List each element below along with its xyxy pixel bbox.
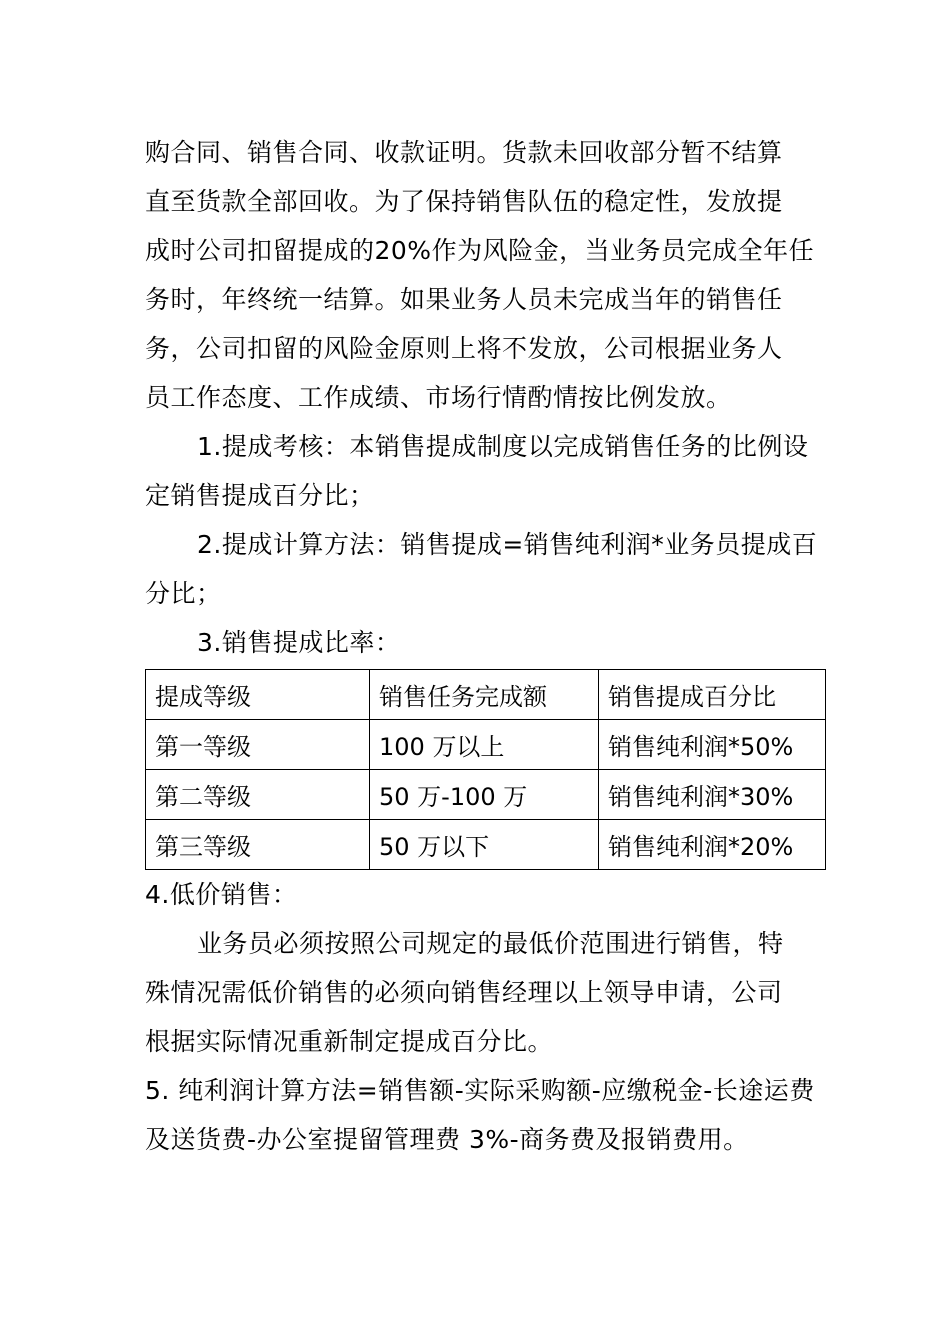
table-header-cell: 提成等级 bbox=[146, 670, 370, 720]
item5-line2: 及送货费-办公室提留管理费 3%-商务费及报销费用。 bbox=[145, 1125, 749, 1154]
table-cell: 50 万-100 万 bbox=[370, 770, 599, 820]
table-row bbox=[146, 770, 826, 820]
paragraph-line: 员工作态度、工作成绩、市场行情酌情按比例发放。 bbox=[145, 383, 732, 412]
table-header-cell: 销售任务完成额 bbox=[370, 670, 599, 720]
table-cell: 第三等级 bbox=[146, 820, 370, 870]
item2-line1: 2.提成计算方法：销售提成=销售纯利润*业务员提成百 bbox=[197, 530, 818, 559]
table-cell: 销售纯利润*20% bbox=[599, 820, 826, 870]
item1-line2: 定销售提成百分比； bbox=[145, 481, 375, 510]
paragraph-line: 务，公司扣留的风险金原则上将不发放，公司根据业务人 bbox=[145, 334, 783, 363]
item4-line1: 业务员必须按照公司规定的最低价范围进行销售，特 bbox=[197, 929, 784, 958]
item2-line2: 分比； bbox=[145, 579, 222, 608]
paragraph-line: 直至货款全部回收。为了保持销售队伍的稳定性，发放提 bbox=[145, 187, 783, 216]
table-header-cell: 销售提成百分比 bbox=[599, 670, 826, 720]
item4-line3: 根据实际情况重新制定提成百分比。 bbox=[145, 1027, 554, 1056]
item4-line2: 殊情况需低价销售的必须向销售经理以上领导申请，公司 bbox=[145, 978, 783, 1007]
paragraph-line: 购合同、销售合同、收款证明。货款未回收部分暂不结算 bbox=[145, 138, 783, 167]
table-cell: 50 万以下 bbox=[370, 820, 599, 870]
table-row bbox=[146, 720, 826, 770]
table-cell: 销售纯利润*50% bbox=[599, 720, 826, 770]
commission-rate-table bbox=[145, 669, 826, 870]
item3-line1: 3.销售提成比率： bbox=[197, 628, 401, 657]
paragraph-line: 务时，年终统一结算。如果业务人员未完成当年的销售任 bbox=[145, 285, 783, 314]
item5-line1: 5. 纯利润计算方法=销售额-实际采购额-应缴税金-长途运费 bbox=[145, 1076, 815, 1105]
item1-line1: 1.提成考核：本销售提成制度以完成销售任务的比例设 bbox=[197, 432, 809, 461]
item4-title: 4.低价销售： bbox=[145, 880, 298, 909]
table-cell: 销售纯利润*30% bbox=[599, 770, 826, 820]
table-header-row bbox=[146, 670, 826, 720]
document-page bbox=[145, 128, 818, 1164]
paragraph-line: 成时公司扣留提成的20%作为风险金，当业务员完成全年任 bbox=[145, 236, 815, 265]
table-cell: 第二等级 bbox=[146, 770, 370, 820]
table-cell: 第一等级 bbox=[146, 720, 370, 770]
table-cell: 100 万以上 bbox=[370, 720, 599, 770]
table-row bbox=[146, 820, 826, 870]
